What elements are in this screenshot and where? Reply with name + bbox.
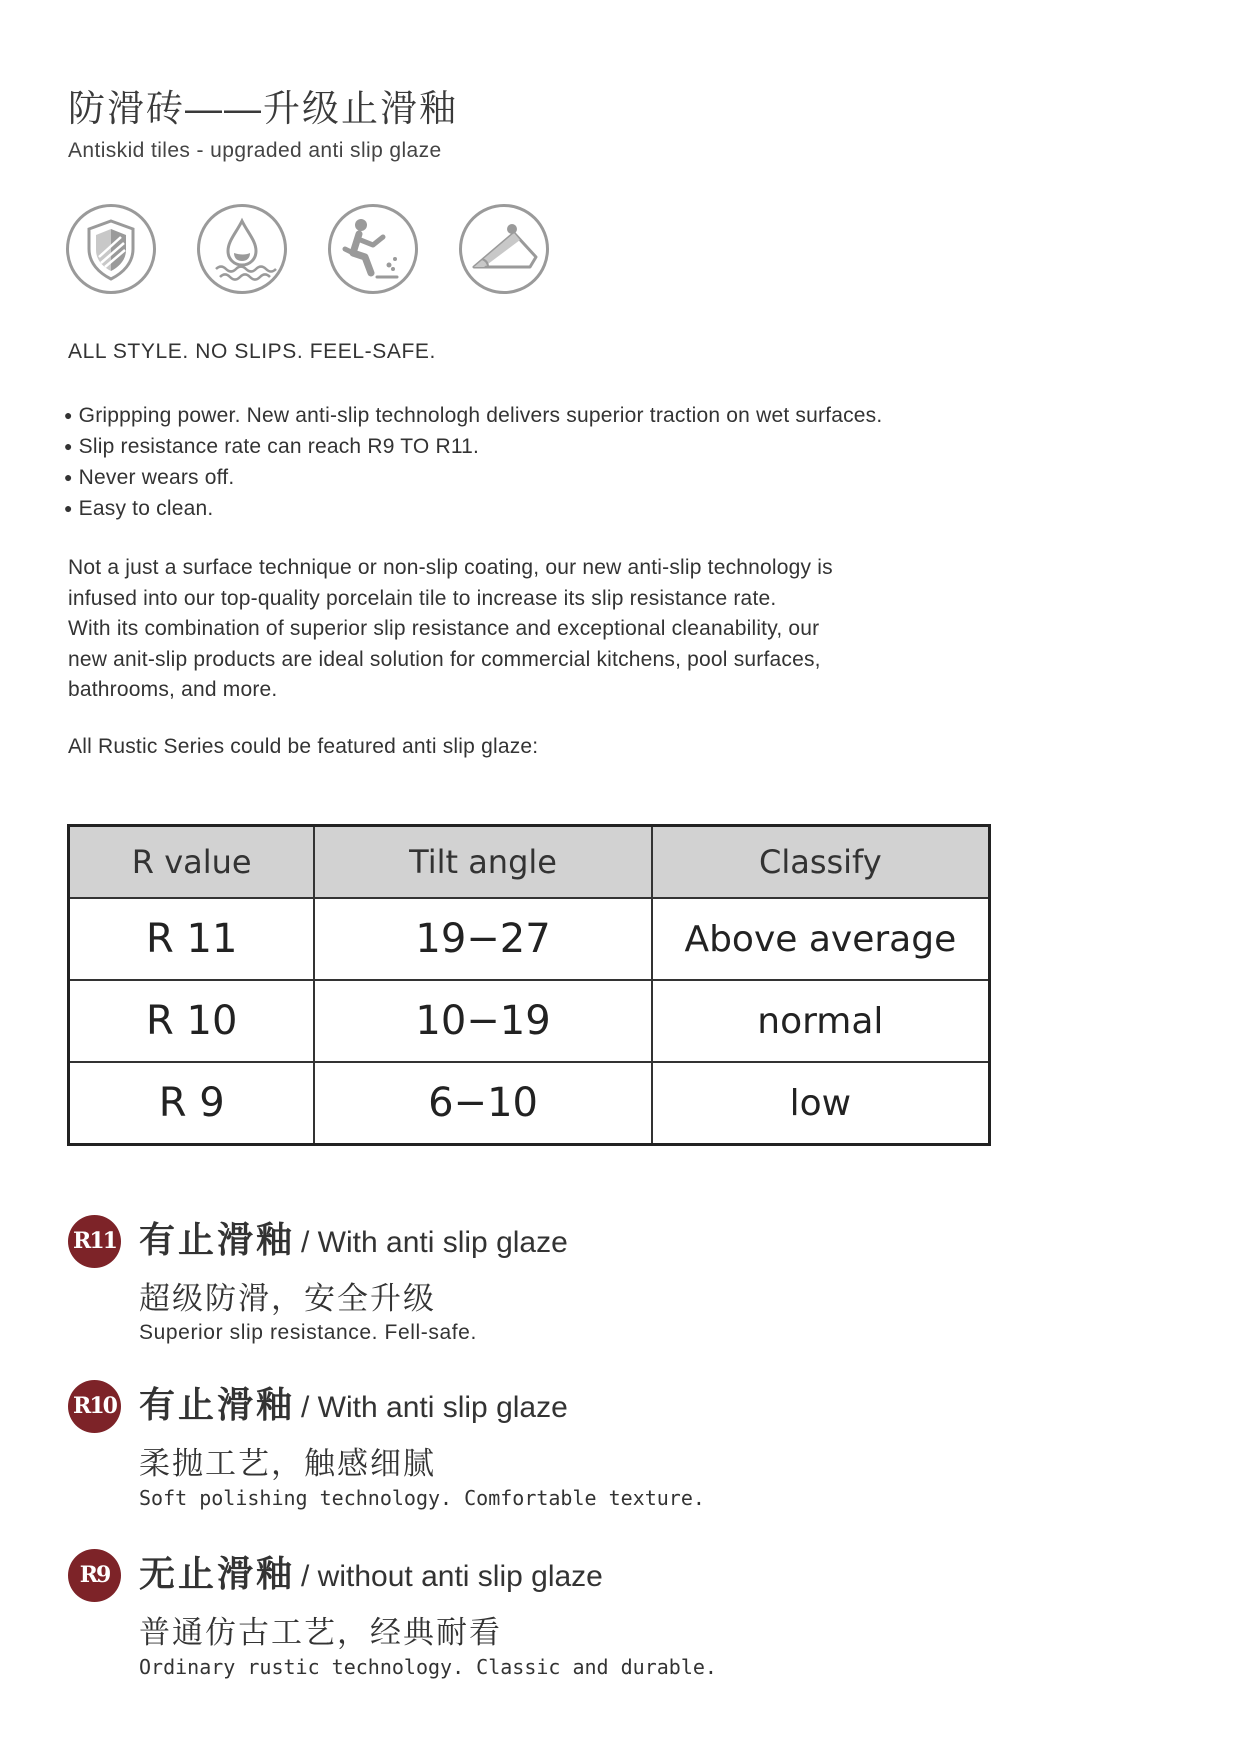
classify-cell: low <box>652 1062 990 1145</box>
tilt-angle-cell: 6−10 <box>314 1062 651 1145</box>
feature-heading <box>139 1549 603 1607</box>
tagline: ALL STYLE. NO SLIPS. FEEL-SAFE. <box>68 340 436 363</box>
slipping-person-icon <box>328 204 418 294</box>
classify-cell: Above average <box>652 898 990 980</box>
feature-desc-en: Superior slip resistance. Fell-safe. <box>139 1321 477 1344</box>
bullet-item: ● Never wears off. <box>64 462 882 493</box>
paragraph-line: bathrooms, and more. <box>68 678 278 701</box>
feature-title-en: / without anti slip glaze <box>301 1560 603 1593</box>
description-paragraph <box>68 553 833 706</box>
feature-title-en: / With anti slip glaze <box>301 1226 568 1259</box>
bullet-item: ● Slip resistance rate can reach R9 TO R11. <box>64 431 882 462</box>
r-value-cell: R 10 <box>69 980 315 1062</box>
tilt-angle-cell: 10−19 <box>314 980 651 1062</box>
feature-r9 <box>68 1549 968 1689</box>
feature-desc-zh: 超级防滑，安全升级 <box>139 1281 436 1316</box>
r-value-cell: R 9 <box>69 1062 315 1145</box>
feature-title-zh: 有止滑釉 <box>139 1384 296 1425</box>
page-title: 防滑砖——升级止滑釉 <box>68 88 458 129</box>
feature-heading <box>139 1380 568 1438</box>
series-note: All Rustic Series could be featured anti slip glaze: <box>68 735 539 758</box>
column-header-r-value: R value <box>69 826 315 899</box>
bullet-item: ● Grippping power. New anti-slip technologh delivers superior traction on wet surfaces. <box>64 400 882 431</box>
table-row <box>69 898 990 980</box>
table-row <box>69 980 990 1062</box>
feature-desc-zh: 柔抛工艺，触感细腻 <box>139 1446 436 1481</box>
feature-title-zh: 无止滑釉 <box>139 1553 296 1594</box>
feature-bullet-list <box>64 400 882 524</box>
tilt-angle-cell: 19−27 <box>314 898 651 980</box>
column-header-tilt-angle: Tilt angle <box>314 826 651 899</box>
table-header-row <box>69 826 990 899</box>
feature-desc-en: Ordinary rustic technology. Classic and durable. <box>139 1655 717 1679</box>
feature-r10 <box>68 1380 968 1520</box>
feature-heading <box>139 1215 568 1273</box>
feature-r11 <box>68 1215 968 1355</box>
page-subtitle: Antiskid tiles - upgraded anti slip glaze <box>68 139 442 162</box>
feature-title-zh: 有止滑釉 <box>139 1219 296 1260</box>
feature-title-en: / With anti slip glaze <box>301 1391 568 1424</box>
paragraph-line: With its combination of superior slip resistance and exceptional cleanability, our <box>68 617 820 640</box>
classify-cell: normal <box>652 980 990 1062</box>
r10-badge: R10 <box>68 1380 121 1433</box>
water-drop-icon <box>197 204 287 294</box>
feature-desc-en: Soft polishing technology. Comfortable texture. <box>139 1486 705 1510</box>
bullet-item: ● Easy to clean. <box>64 493 882 524</box>
feature-desc-zh: 普通仿古工艺，经典耐看 <box>139 1615 502 1650</box>
shield-icon <box>66 204 156 294</box>
r11-badge: R11 <box>68 1215 121 1268</box>
r9-badge: R9 <box>68 1549 121 1602</box>
slope-tilt-icon <box>459 204 549 294</box>
slip-resistance-table <box>67 824 991 1146</box>
feature-icons-row <box>66 204 586 300</box>
r-value-cell: R 11 <box>69 898 315 980</box>
paragraph-line: new anit-slip products are ideal solution for commercial kitchens, pool surfaces, <box>68 647 821 671</box>
table-row <box>69 1062 990 1145</box>
column-header-classify: Classify <box>652 826 990 899</box>
paragraph-line: Not a just a surface technique or non-slip coating, our new anti-slip technology is <box>68 556 833 579</box>
paragraph-line: infused into our top-quality porcelain tile to increase its slip resistance rate. <box>68 586 777 610</box>
